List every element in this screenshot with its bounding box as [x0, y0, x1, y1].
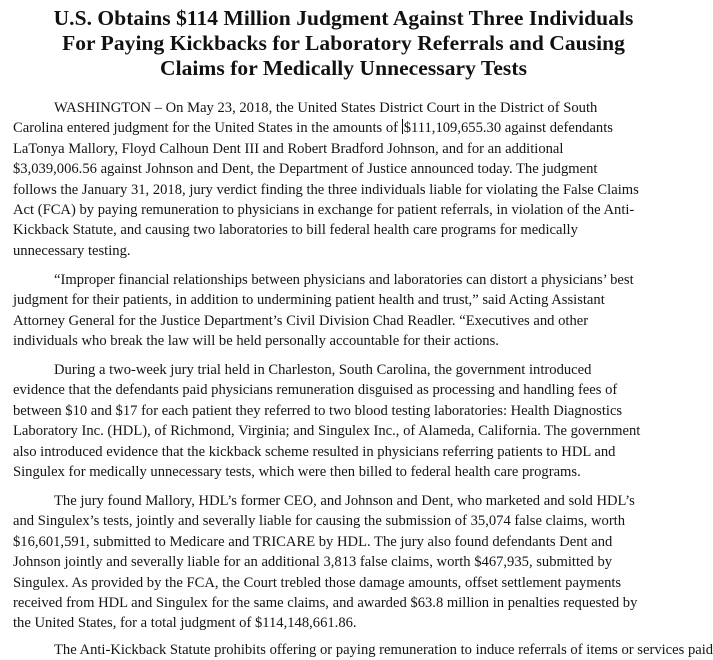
paragraph-line: judgment for their patients, in addition to undermining patient health and trust,” said Acting Assistant: [13, 292, 605, 309]
page-title: [0, 6, 687, 81]
paragraph-line: between $10 and $17 for each patient they referred to two blood testing laboratories: Health Diagnostics: [13, 402, 623, 419]
paragraph-line: and Singulex’s tests, jointly and severally liable for causing the submission of 35,074 false claims, worth: [13, 513, 626, 530]
paragraph-line: the United States, for a total judgment of $114,148,661.86.: [13, 615, 357, 632]
paragraph-line: “Improper financial relationships between physicians and laboratories can distort a physicians’ best: [54, 272, 634, 288]
title-line: For Paying Kickbacks for Laboratory Referrals and Causing: [62, 31, 625, 55]
paragraph-line: received from HDL and Singulex for the same claims, and awarded $63.8 million in penalties requested by: [13, 595, 638, 612]
paragraph-verdict: [13, 491, 685, 634]
paragraph-line: also introduced evidence that the kickback scheme resulted in physicians referring patients to HDL and: [13, 443, 616, 460]
paragraph-line: follows the January 31, 2018, jury verdict finding the three individuals liable for violating the False Claims: [13, 181, 639, 198]
paragraph-line: evidence that the defendants paid physicians remuneration disguised as processing and handling fees of: [13, 382, 618, 399]
paragraph-text: $111,109,655.30 against defendants: [403, 120, 613, 137]
paragraph-line: Singulex. As provided by the FCA, the Court trebled those damage amounts, offset settlement payments: [13, 574, 622, 591]
paragraph-line: The Anti-Kickback Statute prohibits offering or paying remuneration to induce referrals of items or services paid: [54, 642, 713, 658]
paragraph-line: Singulex for medically unnecessary tests, which were then billed to federal health care programs.: [13, 464, 581, 481]
paragraph-line: WASHINGTON – On May 23, 2018, the United States District Court in the District of South: [54, 100, 598, 116]
paragraph-line: $3,039,006.56 against Johnson and Dent, the Department of Justice announced today. The judgment: [13, 161, 598, 178]
paragraph-judgment: [13, 98, 685, 261]
title-line: U.S. Obtains $114 Million Judgment Against Three Individuals: [53, 6, 634, 30]
paragraph-line: Kickback Statute, and causing two laboratories to bill federal health care programs for medically: [13, 222, 578, 239]
paragraph-trial: [13, 360, 685, 482]
paragraph-line: Laboratory Inc. (HDL), of Richmond, Virginia; and Singulex Inc., of Alameda, California. The government: [13, 423, 641, 440]
title-line: Claims for Medically Unnecessary Tests: [160, 56, 527, 80]
paragraph-line: [13, 118, 685, 138]
paragraph-line: Johnson jointly and severally liable for an additional 3,813 false claims, worth $467,935, submitted by: [13, 554, 613, 571]
paragraph-line: Act (FCA) by paying remuneration to physicians in exchange for patient referrals, in violation of the Anti-: [13, 202, 635, 219]
paragraph-line: During a two-week jury trial held in Charleston, South Carolina, the government introduced: [54, 362, 592, 378]
paragraph-quote: [13, 270, 685, 352]
paragraph-line: unnecessary testing.: [13, 242, 131, 259]
paragraph-line: LaTonya Mallory, Floyd Calhoun Dent III and Robert Bradford Johnson, and for an additional: [13, 140, 564, 157]
paragraph-line: The jury found Mallory, HDL’s former CEO, and Johnson and Dent, who marketed and sold HDL’s: [54, 493, 635, 509]
paragraph-line: $16,601,591, submitted to Medicare and TRICARE by HDL. The jury also found defendants Dent and: [13, 533, 613, 550]
paragraph-text: Carolina entered judgment for the United States in the amounts of: [13, 120, 399, 137]
paragraph-line: individuals who break the law will be held personally accountable for their actions.: [13, 333, 499, 350]
paragraph-line: Attorney General for the Justice Department’s Civil Division Chad Readler. “Executives and other: [13, 312, 589, 329]
paragraph-statute-partial: [13, 640, 713, 660]
